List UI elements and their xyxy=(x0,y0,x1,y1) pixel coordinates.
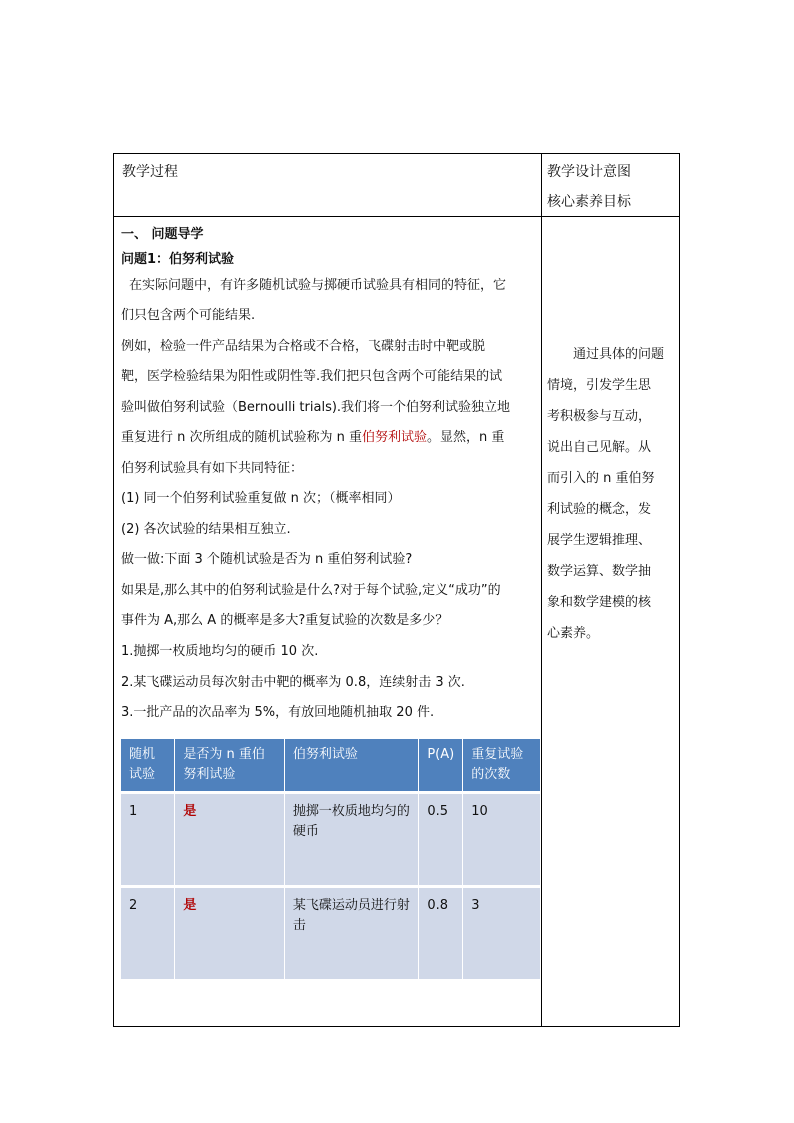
para2-line5: 伯努利试验具有如下共同特征： xyxy=(121,461,304,476)
intent-line-4: 说出自己见解。从 xyxy=(547,440,652,455)
column-divider xyxy=(541,154,542,1026)
question-line2: 事件为 A,那么 A 的概率是多大?重复试验的次数是多少？ xyxy=(121,613,449,628)
intent-line-2: 情境，引发学生思 xyxy=(547,378,652,393)
intent-line-5: 而引入的 n 重伯努 xyxy=(547,471,655,486)
feature-2: (2) 各次试验的结果相互独立. xyxy=(121,522,291,537)
intent-line-7: 展学生逻辑推理、 xyxy=(547,533,652,548)
question-title: 问题1：伯努利试验 xyxy=(121,252,235,267)
question-line1: 如果是,那么其中的伯努利试验是什么?对于每个试验,定义“成功”的 xyxy=(121,583,501,598)
para1-line1: 在实际问题中，有许多随机试验与掷硬币试验具有相同的特征，它 xyxy=(129,278,507,293)
cell-p: 0.8 xyxy=(419,887,463,980)
table-row xyxy=(121,887,541,980)
intent-line-3: 考积极参与互动， xyxy=(547,409,652,424)
th-is-bernoulli: 是否为 n 重伯努利试验 xyxy=(175,739,285,793)
section-title: 一、 问题导学 xyxy=(121,227,204,242)
header-core-literacy: 核心素养目标 xyxy=(547,194,631,210)
intent-line-9: 象和数学建模的核 xyxy=(547,595,652,610)
header-divider xyxy=(114,216,679,217)
cell-times: 3 xyxy=(463,887,541,980)
experiment-item-2: 2.某飞碟运动员每次射击中靶的概率为 0.8，连续射击 3 次. xyxy=(121,675,465,690)
para1-line2: 们只包含两个可能结果. xyxy=(121,308,256,323)
th-probability: P(A) xyxy=(419,739,463,793)
try-line: 做一做:下面 3 个随机试验是否为 n 重伯努利试验? xyxy=(121,552,413,567)
table-header-row xyxy=(121,739,541,793)
intent-line-6: 利试验的概念，发 xyxy=(547,502,652,517)
th-bernoulli-trial: 伯努利试验 xyxy=(284,739,418,793)
cell-is: 是 xyxy=(175,793,285,887)
cell-trial: 某飞碟运动员进行射击 xyxy=(284,887,418,980)
table-row xyxy=(121,793,541,887)
bernoulli-table xyxy=(121,739,541,979)
cell-is: 是 xyxy=(175,887,285,980)
intent-line-1: 通过具体的问题 xyxy=(573,347,665,362)
cell-trial: 抛掷一枚质地均匀的硬币 xyxy=(284,793,418,887)
experiment-item-1: 1.抛掷一枚质地均匀的硬币 10 次. xyxy=(121,644,319,659)
feature-1: (1) 同一个伯努利试验重复做 n 次；（概率相同） xyxy=(121,491,401,506)
cell-p: 0.5 xyxy=(419,793,463,887)
header-teaching-process: 教学过程 xyxy=(122,164,178,180)
para2-line4 xyxy=(121,429,504,447)
cell-times: 10 xyxy=(463,793,541,887)
para2-line4-a: 重复进行 n 次所组成的随机试验称为 n 重 xyxy=(121,430,363,445)
term-bernoulli-highlight: 伯努利试验 xyxy=(362,430,428,445)
cell-no: 2 xyxy=(121,887,175,980)
header-design-intent: 教学设计意图 xyxy=(547,164,631,180)
th-repeat-times: 重复试验的次数 xyxy=(463,739,541,793)
para2-line4-b: 。显然，n 重 xyxy=(427,430,505,445)
th-trial-no: 随机试验 xyxy=(121,739,175,793)
para2-line3: 验叫做伯努利试验（Bernoulli trials).我们将一个伯努利试验独立地 xyxy=(121,400,511,415)
intent-line-8: 数学运算、数学抽 xyxy=(547,564,652,579)
para2-line2: 靶，医学检验结果为阳性或阴性等.我们把只包含两个可能结果的试 xyxy=(121,369,503,384)
cell-no: 1 xyxy=(121,793,175,887)
lesson-table xyxy=(113,153,680,1027)
para2-line1: 例如，检验一件产品结果为合格或不合格，飞碟射击时中靶或脱 xyxy=(121,339,486,354)
intent-line-10: 心素养。 xyxy=(547,626,600,641)
experiment-item-3: 3.一批产品的次品率为 5%，有放回地随机抽取 20 件. xyxy=(121,705,435,720)
